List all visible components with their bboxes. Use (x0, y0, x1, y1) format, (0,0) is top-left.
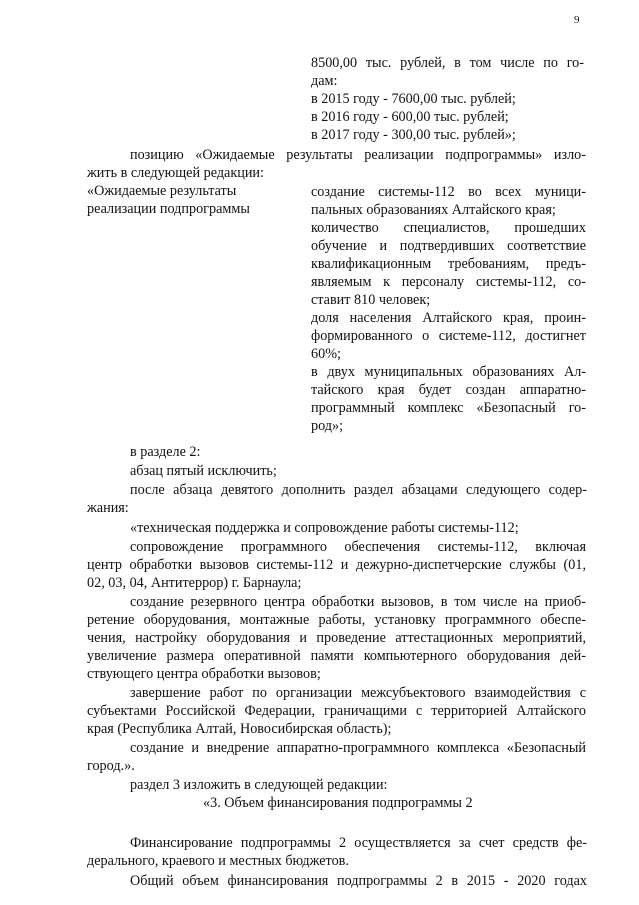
text-line: в 2017 году - 300,00 тыс. рублей»; (311, 127, 516, 143)
text-line: в разделе 2: (130, 444, 201, 460)
text-line: 02, 03, 04, Антитеррор) г. Барнаула; (87, 575, 302, 591)
text-line: жания: (87, 500, 129, 516)
table-right-line: пальных образованиях Алтайского края; (311, 202, 556, 218)
table-right-line: в двух муниципальных образованиях Ал- (311, 364, 586, 380)
text-line: абзац пятый исключить; (130, 463, 277, 479)
table-right-line: квалификационным требованиям, предъ- (311, 256, 586, 272)
text-line: жить в следующей редакции: (87, 165, 264, 181)
text-line: края (Республика Алтай, Новосибирская область); (87, 721, 392, 737)
table-right-line: 60%; (311, 346, 341, 362)
text-line: Общий объем финансирования подпрограммы 2 в 2015 - 2020 годах (130, 873, 587, 889)
text-line: в 2015 году - 7600,00 тыс. рублей; (311, 91, 516, 107)
text-line: позицию «Ожидаемые результаты реализации подпрограммы» изло- (130, 147, 586, 163)
text-line: создание и внедрение аппаратно-программного комплекса «Безопасный (130, 740, 586, 756)
text-line: ретение оборудования, монтажные работы, установку программного обеспе- (87, 612, 586, 628)
text-line: завершение работ по организации межсубъектового взаимодействия с (130, 685, 586, 701)
text-line: 8500,00 тыс. рублей, в том числе по го- (311, 55, 584, 71)
text-line: Финансирование подпрограммы 2 осуществляется за счет средств фе- (130, 835, 587, 851)
table-right-line: программный комплекс «Безопасный го- (311, 400, 586, 416)
text-line: дерального, краевого и местных бюджетов. (87, 853, 349, 869)
table-right-line: доля населения Алтайского края, проин- (311, 310, 586, 326)
text-line: субъектами Российской Федерации, граничащими с территорией Алтайского (87, 703, 586, 719)
text-line: сопровождение программного обеспечения системы-112, включая (130, 539, 586, 555)
table-right-line: род»; (311, 418, 344, 434)
table-right-line: создание системы-112 во всех муници- (311, 184, 586, 200)
table-right-line: являемым к персоналу системы-112, со- (311, 274, 586, 290)
text-line: чения, настройку оборудования и проведение аттестационных мероприятий, (87, 630, 586, 646)
table-right-line: тайского края будет создан аппаратно- (311, 382, 586, 398)
text-line: создание резервного центра обработки вызовов, в том числе на приоб- (130, 594, 586, 610)
text-line: раздел 3 изложить в следующей редакции: (130, 777, 388, 793)
text-line: увеличение размера оперативной памяти компьютерного оборудования дей- (87, 648, 586, 664)
text-line: после абзаца девятого дополнить раздел абзацами следующего содер- (130, 482, 587, 498)
table-right-line: ставит 810 человек; (311, 292, 431, 308)
text-line: «техническая поддержка и сопровождение работы системы-112; (130, 520, 519, 536)
section-heading: «3. Объем финансирования подпрограммы 2 (203, 795, 473, 811)
table-right-line: формированного о системе-112, достигнет (311, 328, 586, 344)
table-left-cell: «Ожидаемые результаты (87, 183, 237, 199)
table-left-cell: реализации подпрограммы (87, 201, 250, 217)
table-right-line: количество специалистов, прошедших (311, 220, 586, 236)
text-line: в 2016 году - 600,00 тыс. рублей; (311, 109, 509, 125)
text-line: дам: (311, 73, 338, 89)
text-line: ствующего центра обработки вызовов; (87, 666, 321, 682)
text-line: центр обработки вызовов системы-112 и дежурно-диспетчерские службы (01, (87, 557, 586, 573)
table-right-line: обучение и подтвердивших соответствие (311, 238, 586, 254)
page-number: 9 (574, 14, 580, 26)
text-line: город.». (87, 758, 135, 774)
